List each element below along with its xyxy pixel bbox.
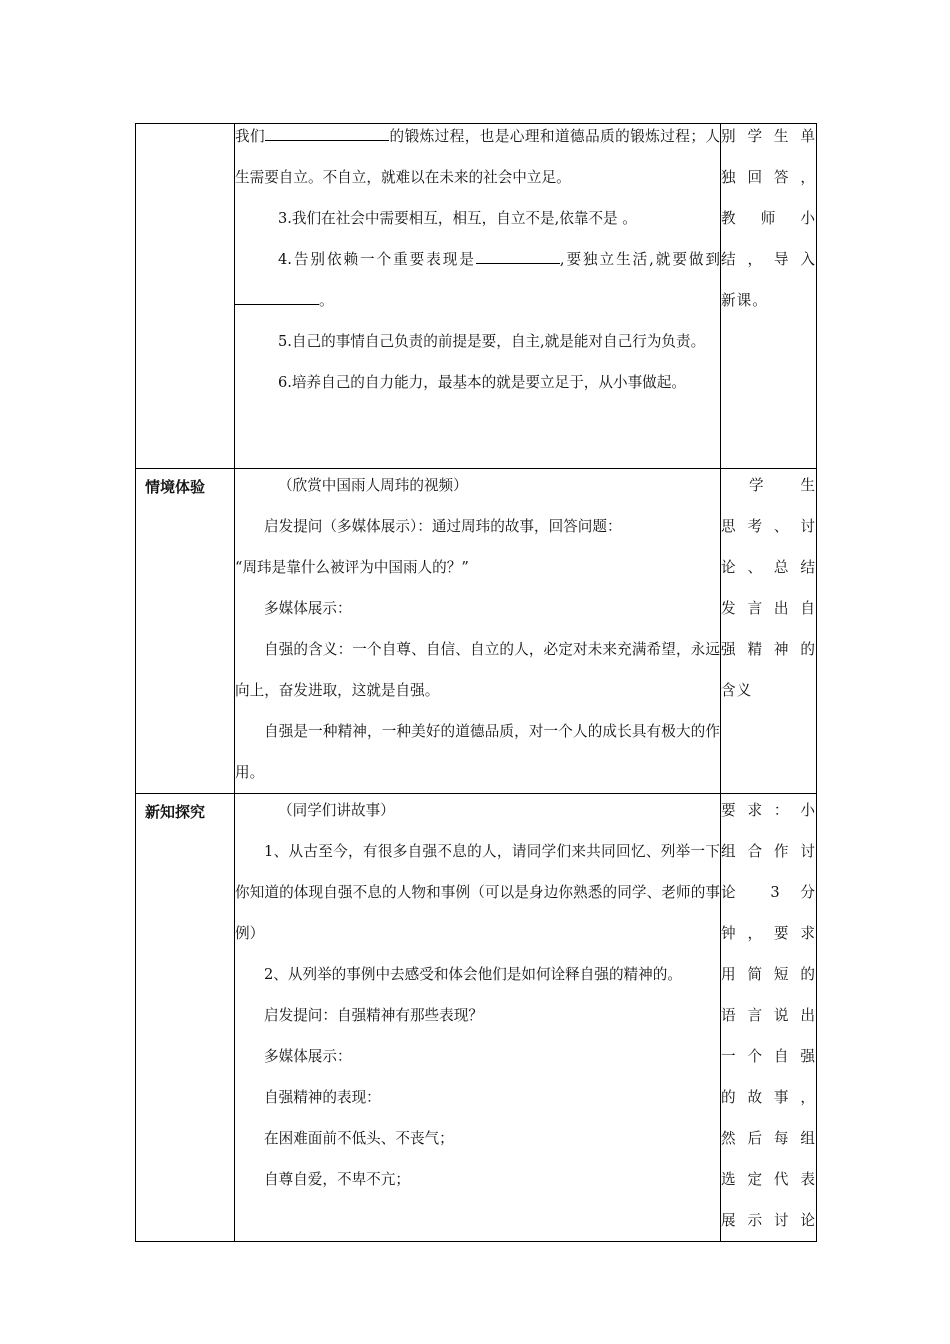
content-paragraph: 自强是一种精神，一种美好的道德品质，对一个人的成长具有极大的作用。 bbox=[235, 723, 720, 781]
row-label-cell bbox=[136, 124, 235, 469]
content-paragraph: 多媒体展示： bbox=[264, 1048, 352, 1065]
row-content-cell bbox=[235, 124, 721, 469]
content-paragraph: 1、从古至今，有很多自强不息的人，请同学们来共同回忆、列举一下你知道的体现自强不息的人物和事例（可以是身边你熟悉的同学、老师的事例） bbox=[235, 843, 720, 942]
note-line: 展示讨论 bbox=[721, 1212, 816, 1229]
content-paragraph: 在困难面前不低头、不丧气； bbox=[264, 1130, 454, 1147]
note-line: 选定代表 bbox=[721, 1171, 816, 1188]
row-label: 新知探究 bbox=[145, 803, 206, 821]
content-paragraph: （同学们讲故事） bbox=[278, 802, 395, 819]
row-content-cell bbox=[235, 794, 721, 1242]
note-line: 论、总结 bbox=[721, 559, 816, 576]
note-line: 发言出自 bbox=[721, 600, 816, 617]
lesson-plan-table bbox=[135, 123, 817, 1242]
row-note-cell bbox=[721, 469, 817, 794]
content-paragraph: 自强的含义：一个自尊、自信、自立的人，必定对未来充满希望，永远向上，奋发进取，这就是自强。 bbox=[235, 641, 720, 699]
note-line: 一个自强 bbox=[721, 1048, 816, 1065]
note-line: 的故事， bbox=[721, 1089, 816, 1106]
table-row bbox=[136, 469, 817, 794]
table-row bbox=[136, 794, 817, 1242]
text-fragment: 的锻炼过程，也是心理和道德品质的锻炼过程；人生需要自立。不自立，就难以在未来的社会中立足。 bbox=[235, 128, 720, 186]
fill-in-blank bbox=[476, 249, 560, 264]
content-paragraph bbox=[235, 239, 720, 321]
content-paragraph: 6.培养自己的自力能力，最基本的就是要立足于，从小事做起。 bbox=[278, 374, 686, 391]
content-paragraph bbox=[235, 116, 720, 198]
content-paragraph: 多媒体展示： bbox=[264, 600, 352, 617]
text-fragment: 我们 bbox=[235, 128, 266, 145]
content-paragraph: 自尊自爱，不卑不亢； bbox=[264, 1171, 410, 1188]
content-paragraph: “周玮是靠什么被评为中国雨人的？” bbox=[235, 559, 469, 576]
fill-in-blank bbox=[265, 126, 389, 141]
note-line: 新课。 bbox=[721, 292, 768, 309]
note-line: 强精神的 bbox=[721, 641, 816, 658]
row-content-cell bbox=[235, 469, 721, 794]
note-line: 钟，要求 bbox=[721, 925, 816, 942]
text-fragment: 4.告别依赖一个重要表现是 bbox=[278, 251, 476, 268]
content-paragraph: （欣赏中国雨人周玮的视频） bbox=[278, 477, 468, 494]
note-line: 思考、讨 bbox=[721, 518, 816, 535]
content-paragraph: 3.我们在社会中需要相互，相互，自立不是,依靠不是 。 bbox=[278, 210, 637, 227]
note-line: 独回答， bbox=[721, 169, 816, 186]
note-line: 语言说出 bbox=[721, 1007, 816, 1024]
note-line: 含义 bbox=[721, 682, 753, 699]
note-line: 学 生 bbox=[749, 477, 816, 494]
note-line: 结，导入 bbox=[721, 251, 816, 268]
content-paragraph: 启发提问：自强精神有那些表现？ bbox=[264, 1007, 483, 1024]
text-fragment: ,要独立生活,就要做到 bbox=[559, 251, 721, 268]
note-line: 用简短的 bbox=[721, 966, 816, 983]
row-note-cell bbox=[721, 794, 817, 1242]
fill-in-blank bbox=[235, 290, 319, 305]
content-paragraph: 启发提问（多媒体展示）：通过周玮的故事，回答问题： bbox=[264, 518, 622, 535]
row-label: 情境体验 bbox=[145, 478, 206, 496]
note-line: 别学生单 bbox=[721, 128, 816, 145]
note-line: 组合作讨 bbox=[721, 843, 816, 860]
note-line: 教 师 小 bbox=[721, 210, 816, 227]
note-line: 论 3 分 bbox=[721, 884, 816, 901]
note-line: 然后每组 bbox=[721, 1130, 816, 1147]
table-row bbox=[136, 124, 817, 469]
row-note-cell bbox=[721, 124, 817, 469]
content-paragraph: 自强精神的表现： bbox=[264, 1089, 381, 1106]
content-paragraph: 2、从列举的事例中去感受和体会他们是如何诠释自强的精神的。 bbox=[264, 966, 682, 983]
row-label-cell bbox=[136, 794, 235, 1242]
row-label-cell bbox=[136, 469, 235, 794]
note-line: 要求：小 bbox=[721, 802, 816, 819]
text-fragment: 。 bbox=[319, 292, 334, 309]
content-paragraph: 5.自己的事情自己负责的前提是要，自主,就是能对自己行为负责。 bbox=[278, 333, 706, 350]
